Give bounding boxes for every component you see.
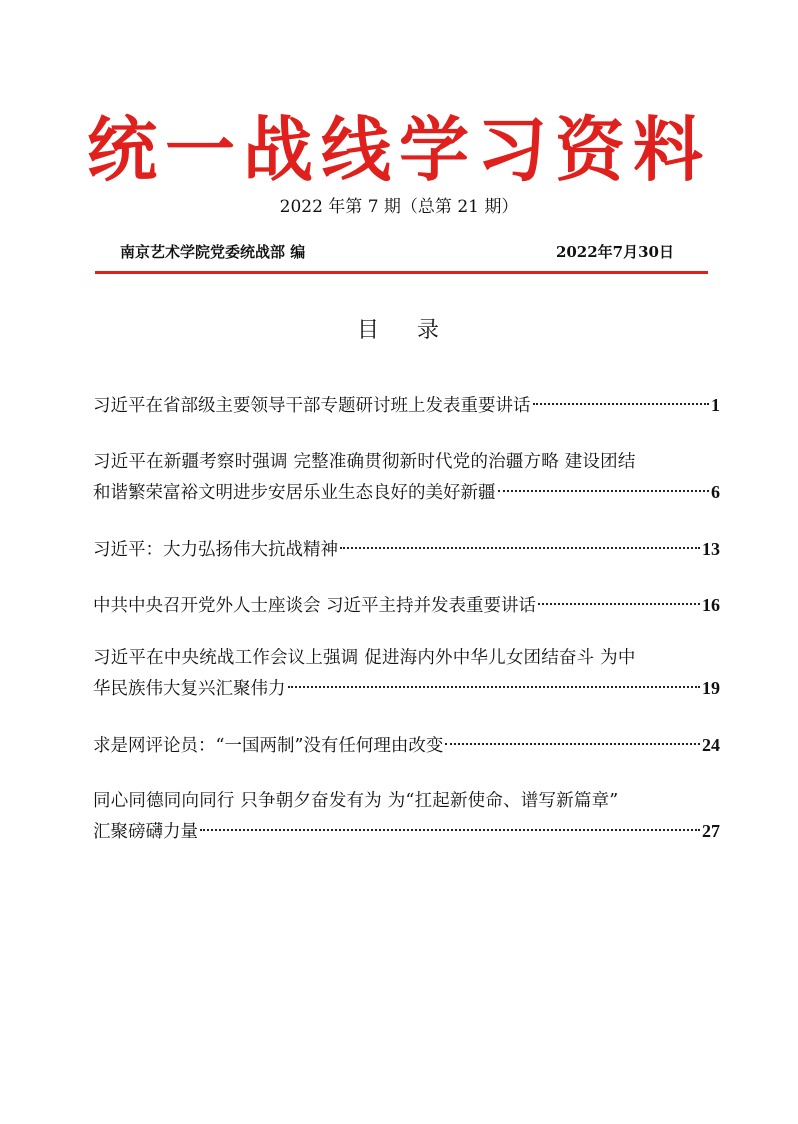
toc-entry[interactable] bbox=[93, 786, 720, 847]
toc-page-number: 1 bbox=[711, 395, 720, 415]
toc-entry-title: 习近平：大力弘扬伟大抗战精神 bbox=[93, 540, 338, 560]
toc-page-number: 24 bbox=[702, 735, 720, 755]
toc-entry-title-cont: 和谐繁荣富裕文明进步安居乐业生态良好的美好新疆 bbox=[93, 483, 496, 503]
toc-entry[interactable] bbox=[93, 730, 720, 761]
dot-leader bbox=[445, 743, 700, 745]
toc-entry-title: 同心同德同向同行 只争朝夕奋发有为 为“扛起新使命、谱写新篇章” bbox=[93, 791, 619, 811]
toc-entry-title: 习近平在新疆考察时强调 完整准确贯彻新时代党的治疆方略 建设团结 bbox=[93, 452, 636, 472]
toc-heading bbox=[0, 316, 798, 346]
toc-entry[interactable] bbox=[93, 390, 720, 421]
dot-leader bbox=[200, 829, 700, 831]
dot-leader bbox=[533, 403, 710, 405]
toc-entry-title: 中共中央召开党外人士座谈会 习近平主持并发表重要讲话 bbox=[93, 596, 537, 616]
toc-heading-char: 目 bbox=[356, 318, 381, 343]
masthead-divider bbox=[95, 271, 708, 274]
toc-entry-title-cont: 华民族伟大复兴汇聚伟力 bbox=[93, 679, 286, 699]
issue-number: 2022 年第 7 期（总第 21 期） bbox=[279, 197, 519, 217]
toc-entry-title: 习近平在省部级主要领导干部专题研讨班上发表重要讲话 bbox=[93, 396, 531, 416]
toc-entry[interactable] bbox=[93, 643, 720, 704]
toc-page-number: 19 bbox=[702, 678, 720, 698]
toc-entry[interactable] bbox=[93, 534, 720, 565]
toc-entry[interactable] bbox=[93, 447, 720, 508]
issue-date: 2022年7月30日 bbox=[555, 243, 674, 261]
masthead-title: 统一战线学习资料 bbox=[87, 108, 711, 191]
toc-page-number: 6 bbox=[711, 482, 720, 502]
toc-entry[interactable] bbox=[93, 590, 720, 621]
toc-page-number: 13 bbox=[702, 539, 720, 559]
toc-page-number: 27 bbox=[702, 821, 720, 841]
dot-leader bbox=[498, 490, 710, 492]
publisher: 南京艺术学院党委统战部 编 bbox=[120, 243, 306, 261]
toc-entry-title: 习近平在中央统战工作会议上强调 促进海内外中华儿女团结奋斗 为中 bbox=[93, 648, 636, 668]
dot-leader bbox=[538, 603, 700, 605]
toc-heading-char: 录 bbox=[417, 318, 442, 343]
toc-entry-title: 求是网评论员：“一国两制”没有任何理由改变 bbox=[93, 736, 444, 756]
dot-leader bbox=[340, 547, 700, 549]
dot-leader bbox=[288, 686, 701, 688]
toc-page-number: 16 bbox=[702, 595, 720, 615]
toc-entry-title-cont: 汇聚磅礴力量 bbox=[93, 822, 198, 842]
